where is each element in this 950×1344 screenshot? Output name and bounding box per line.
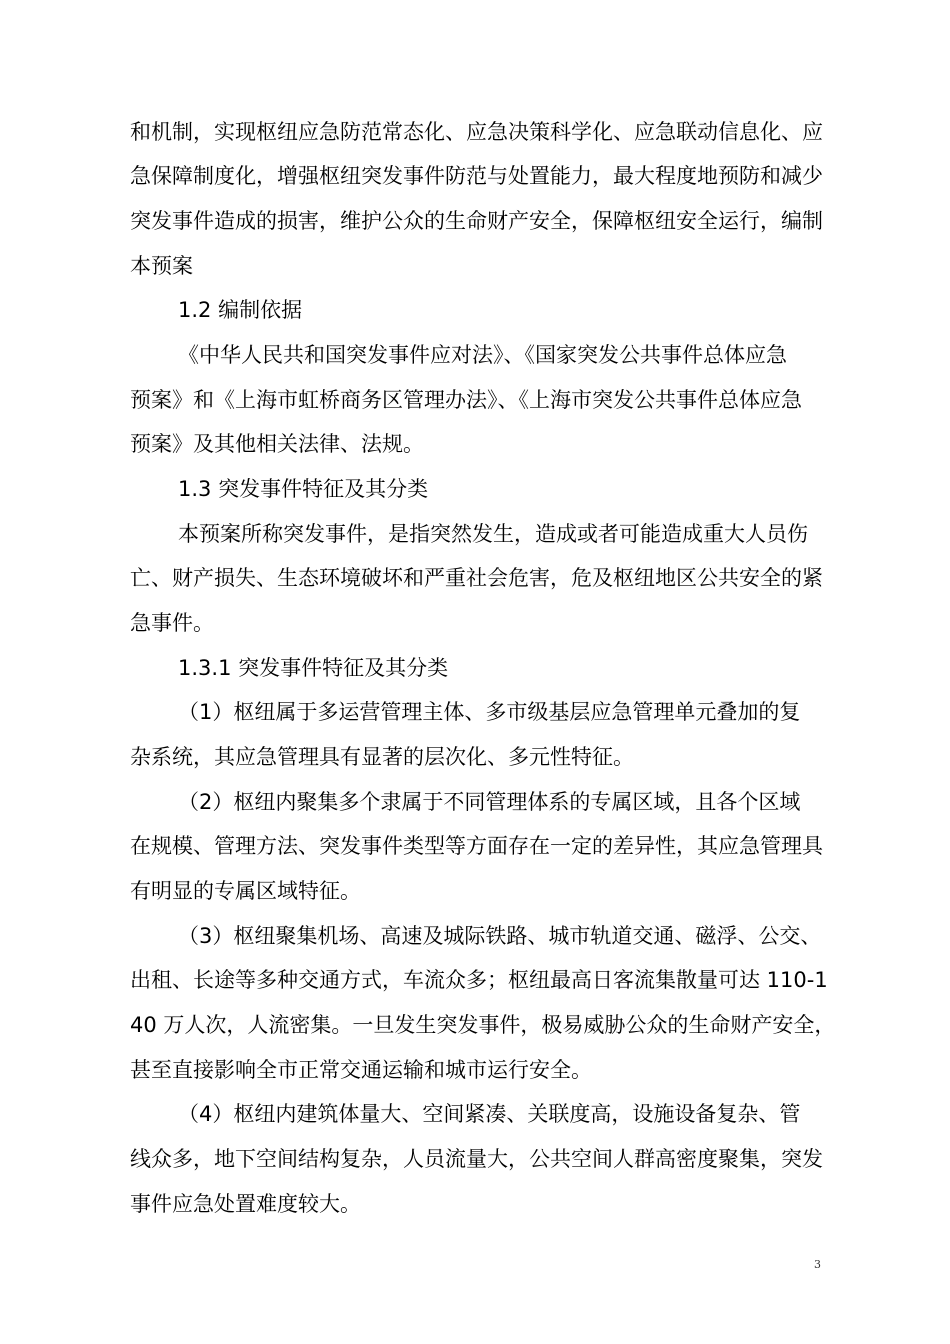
paragraph-line: 40 万人次，人流密集。一旦发生突发事件，极易威胁公众的生命财产安全，: [130, 1013, 836, 1037]
paragraph-line: 急事件。: [130, 611, 214, 635]
paragraph-line: （1）枢纽属于多运营管理主体、多市级基层应急管理单元叠加的复: [178, 700, 801, 724]
paragraph-line: 出租、长途等多种交通方式，车流众多；枢纽最高日客流集散量可达 110-1: [130, 968, 828, 992]
paragraph-line: 预案》及其他相关法律、法规。: [130, 432, 424, 456]
paragraph-line: 预案》和《上海市虹桥商务区管理办法》、《上海市突发公共事件总体应急: [130, 388, 802, 412]
section-heading: 1.3 突发事件特征及其分类: [178, 477, 429, 501]
paragraph-line: 甚至直接影响全市正常交通运输和城市运行安全。: [130, 1058, 592, 1082]
paragraph-line: 《中华人民共和国突发事件应对法》、《国家突发公共事件总体应急: [178, 343, 787, 367]
paragraph-line: （3）枢纽聚集机场、高速及城际铁路、城市轨道交通、磁浮、公交、: [178, 924, 822, 948]
paragraph-line: 和机制，实现枢纽应急防范常态化、应急决策科学化、应急联动信息化、应: [130, 120, 823, 144]
subsection-heading: 1.3.1 突发事件特征及其分类: [178, 656, 449, 680]
paragraph-line: 事件应急处置难度较大。: [130, 1192, 361, 1216]
section-heading: 1.2 编制依据: [178, 298, 303, 322]
paragraph-line: 杂系统，其应急管理具有显著的层次化、多元性特征。: [130, 745, 634, 769]
paragraph-line: 本预案: [130, 254, 193, 278]
paragraph-line: 在规模、管理方法、突发事件类型等方面存在一定的差异性，其应急管理具: [130, 834, 823, 858]
paragraph-line: 本预案所称突发事件，是指突然发生，造成或者可能造成重大人员伤: [178, 522, 808, 546]
paragraph-line: 突发事件造成的损害，维护公众的生命财产安全，保障枢纽安全运行，编制: [130, 209, 823, 233]
page-number: 3: [814, 1258, 821, 1271]
paragraph-line: （2）枢纽内聚集多个隶属于不同管理体系的专属区域，且各个区域: [178, 790, 801, 814]
paragraph-line: 急保障制度化，增强枢纽突发事件防范与处置能力，最大程度地预防和减少: [130, 164, 823, 188]
paragraph-line: 有明显的专属区域特征。: [130, 879, 361, 903]
paragraph-line: 亡、财产损失、生态环境破坏和严重社会危害，危及枢纽地区公共安全的紧: [130, 566, 823, 590]
paragraph-line: （4）枢纽内建筑体量大、空间紧凑、关联度高，设施设备复杂、管: [178, 1102, 801, 1126]
paragraph-line: 线众多，地下空间结构复杂，人员流量大，公共空间人群高密度聚集，突发: [130, 1147, 823, 1171]
